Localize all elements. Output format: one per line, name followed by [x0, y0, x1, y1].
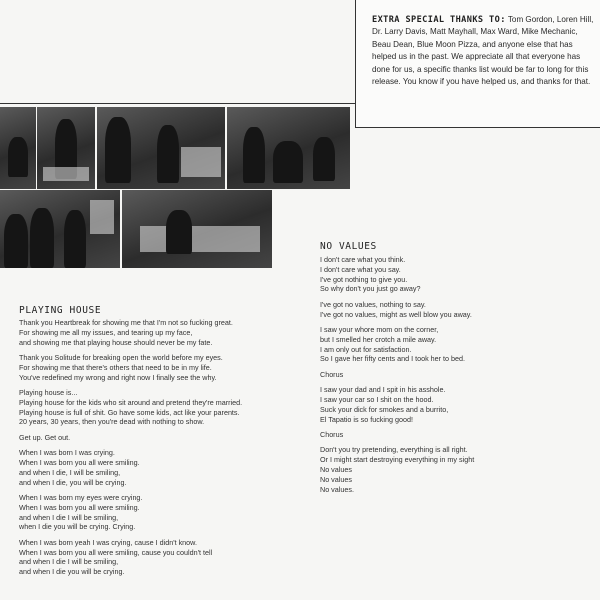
lyric-stanza	[19, 353, 309, 382]
lyric-line: I've got no values, might as well blow you away.	[320, 309, 472, 319]
band-photo	[0, 107, 36, 189]
lyric-stanza	[19, 448, 309, 487]
song-title-no-values: NO VALUES	[320, 241, 377, 252]
lyric-line: So why don't you just go away?	[320, 284, 421, 294]
lyric-line: I saw your whore mom on the corner,	[320, 324, 439, 334]
lyric-line: and when I die you will be crying.	[19, 567, 125, 577]
lyric-line: Thank you Heartbreak for showing me that I'm not so fucking great.	[19, 318, 233, 327]
lyric-line: Thank you Solitude for breaking open the world before my eyes.	[19, 352, 223, 362]
lyric-line: Don't you try pretending, everything is all right.	[320, 445, 468, 455]
lyric-line: El Tapatio is so fucking good!	[320, 414, 413, 424]
lyric-line: Suck your dick for smokes and a burrito,	[320, 404, 449, 414]
lyric-stanza	[320, 430, 595, 440]
lyric-line: and when I die I will be smiling,	[19, 557, 119, 567]
lyric-line: and when I die I will be smiling,	[19, 512, 119, 522]
lyric-line: when I die you will be crying. Crying.	[19, 522, 136, 532]
lyric-stanza	[19, 433, 309, 443]
lyric-line: Playing house is full of shit. Go have some kids, act like your parents.	[19, 407, 240, 417]
lyric-line: So I gave her fifty cents and I took her to bed.	[320, 354, 466, 364]
lyric-line: I don't care what you think.	[320, 255, 406, 264]
lyrics-no-values	[320, 255, 595, 500]
lyric-line: Get up. Get out.	[19, 432, 71, 442]
thanks-body: Tom Gordon, Loren Hill, Dr. Larry Davis, Matt Mayhall, Max Ward, Mike Mechanic, Beau Dean, Blue Moon Pizza, and anyone else that has helped us in the past. We appreciate all that everyone has done for us, a specific thanks list would be far to long for this release. You know if you have helped us, and thanks for that.	[372, 15, 594, 87]
lyric-line: I saw your dad and I spit in his asshole.	[320, 385, 446, 395]
lyric-line: You've redefined my wrong and right now I finally see the why.	[19, 372, 217, 382]
lyric-stanza	[320, 325, 595, 364]
song-title-playing-house: PLAYING HOUSE	[19, 305, 102, 316]
lyric-line: Chorus	[320, 369, 344, 379]
band-photo	[37, 107, 95, 189]
lyric-line: Chorus	[320, 429, 344, 439]
band-photo	[0, 190, 120, 268]
lyric-line: When I was born you all were smiling.	[19, 502, 140, 512]
lyric-line: When I was born you all were smiling.	[19, 457, 140, 467]
thanks-box	[355, 0, 600, 128]
lyric-line: No values.	[320, 484, 354, 494]
lyric-line: I am only out for satisfaction.	[320, 344, 412, 354]
lyric-line: No values	[320, 474, 352, 484]
lyric-line: When I was born yeah I was crying, cause I didn't know.	[19, 537, 197, 547]
lyric-line: Playing house for the kids who sit around and pretend they're married.	[19, 397, 243, 407]
lyric-line: I've got nothing to give you.	[320, 274, 408, 284]
lyric-stanza	[320, 445, 595, 494]
lyric-line: 20 years, 30 years, then you're dead with nothing to show.	[19, 417, 205, 427]
lyric-line: For showing me all my issues, and tearing up my face,	[19, 327, 193, 337]
lyric-line: When I was born I was crying.	[19, 448, 115, 458]
lyrics-playing-house	[19, 318, 309, 582]
lyric-line: When I was born my eyes were crying.	[19, 492, 143, 502]
thanks-text	[372, 14, 594, 88]
lyric-stanza	[320, 370, 595, 380]
lyric-line: No values	[320, 464, 352, 474]
lyric-line: and showing me that playing house should never be my fate.	[19, 337, 213, 347]
thanks-heading: EXTRA SPECIAL THANKS TO:	[372, 15, 506, 25]
lyric-line: I've got no values, nothing to say.	[320, 299, 426, 309]
band-photo	[97, 107, 225, 189]
band-photo	[227, 107, 350, 189]
lyric-stanza	[320, 385, 595, 424]
lyric-line: and when I die, I will be smiling,	[19, 467, 121, 477]
lyric-line: I don't care what you say.	[320, 264, 401, 274]
lyric-line: When I was born you all were smiling, cause you couldn't tell	[19, 547, 213, 557]
lyric-line: For showing me that there's others that need to be in my life.	[19, 362, 212, 372]
band-photo	[122, 190, 272, 268]
lyric-stanza	[19, 538, 309, 577]
lyric-line: I saw your car so I shit on the hood.	[320, 394, 434, 404]
lyric-line: and when I die, you will be crying.	[19, 477, 127, 487]
lyric-stanza	[19, 388, 309, 427]
lyric-line: Playing house is...	[19, 387, 78, 397]
lyric-stanza	[320, 255, 595, 294]
lyric-stanza	[19, 318, 309, 347]
lyric-line: but I smelled her crotch a mile away.	[320, 334, 437, 344]
lyric-stanza	[320, 300, 595, 320]
horizontal-rule	[0, 103, 356, 104]
lyric-line: Or I might start destroying everything in my sight	[320, 455, 475, 465]
lyric-stanza	[19, 493, 309, 532]
